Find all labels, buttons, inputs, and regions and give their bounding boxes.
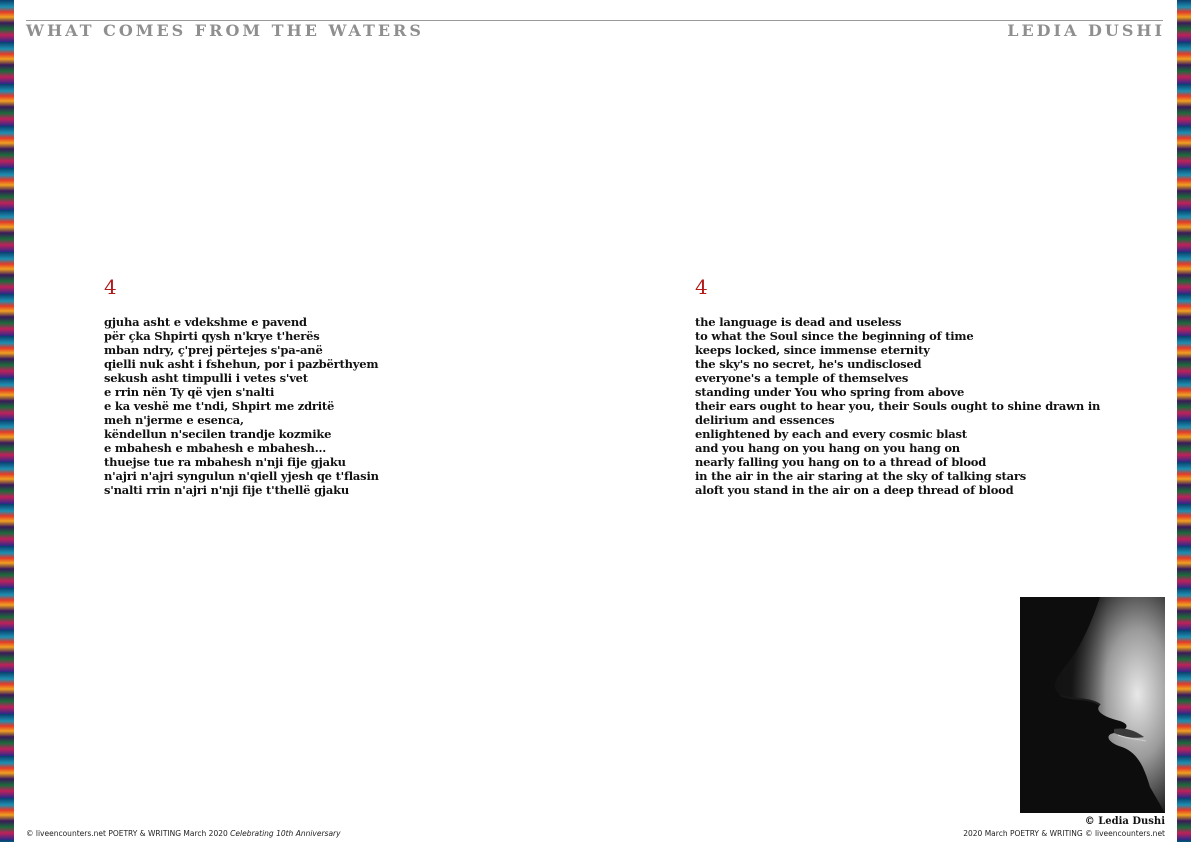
header-right-title: LEDIA DUSHI [1007, 21, 1165, 40]
poem-line: meh n'jerme e esenca, [104, 413, 244, 427]
poem-line: gjuha asht e vdekshme e pavend [104, 315, 307, 329]
magazine-spread [14, 0, 1177, 842]
poem-line: për çka Shpirti qysh n'krye t'herës [104, 329, 320, 343]
header-left-title: WHAT COMES FROM THE WATERS [26, 21, 424, 40]
poem-line: to what the Soul since the beginning of time [695, 329, 974, 343]
poem-line: s'nalti rrin n'ajri n'nji fije t'thellë gjaku [104, 483, 350, 497]
poem-line: e mbahesh e mbahesh e mbahesh… [104, 441, 326, 455]
author-portrait-photo [1020, 597, 1165, 813]
footer-left-anniversary: Celebrating 10th Anniversary [230, 829, 341, 838]
footer-right: 2020 March POETRY & WRITING © liveencounters.net [963, 829, 1165, 838]
poem-line: sekush asht timpulli i vetes s'vet [104, 371, 308, 385]
right-poem-english [695, 315, 1135, 497]
poem-line: their ears ought to hear you, their Souls ought to shine drawn in delirium and essences [695, 399, 1101, 427]
right-poem-number: 4 [695, 275, 708, 299]
poem-line: mban ndry, ç'prej përtejes s'pa-anë [104, 343, 323, 357]
poem-line: everyone's a temple of themselves [695, 371, 909, 385]
poem-line: and you hang on you hang on you hang on [695, 441, 960, 455]
photo-credit: © Ledia Dushi [1084, 816, 1165, 827]
poem-line: keeps locked, since immense eternity [695, 343, 930, 357]
poem-line: the sky's no secret, he's undisclosed [695, 357, 922, 371]
poem-line: e rrin nën Ty që vjen s'nalti [104, 385, 275, 399]
poem-line: këndellun n'secilen trandje kozmike [104, 427, 332, 441]
poem-line: nearly falling you hang on to a thread of blood [695, 455, 987, 469]
footer-left [26, 829, 341, 838]
left-poem-albanian [104, 315, 544, 497]
left-poem-number: 4 [104, 275, 117, 299]
right-decorative-border [1177, 0, 1191, 842]
poem-line: thuejse tue ra mbahesh n'nji fije gjaku [104, 455, 346, 469]
footer-left-text: © liveencounters.net POETRY & WRITING March 2020 [26, 829, 228, 838]
poem-line: standing under You who spring from above [695, 385, 965, 399]
poem-line: n'ajri n'ajri syngulun n'qiell yjesh qe t'flasin [104, 469, 379, 483]
poem-line: enlightened by each and every cosmic blast [695, 427, 967, 441]
face-profile-illustration [1020, 597, 1165, 813]
left-decorative-border [0, 0, 14, 842]
poem-line: the language is dead and useless [695, 315, 902, 329]
poem-line: aloft you stand in the air on a deep thread of blood [695, 483, 1014, 497]
poem-line: qielli nuk asht i fshehun, por i pazbërthyem [104, 357, 379, 371]
poem-line: e ka veshë me t'ndi, Shpirt me zdritë [104, 399, 335, 413]
poem-line: in the air in the air staring at the sky of talking stars [695, 469, 1027, 483]
